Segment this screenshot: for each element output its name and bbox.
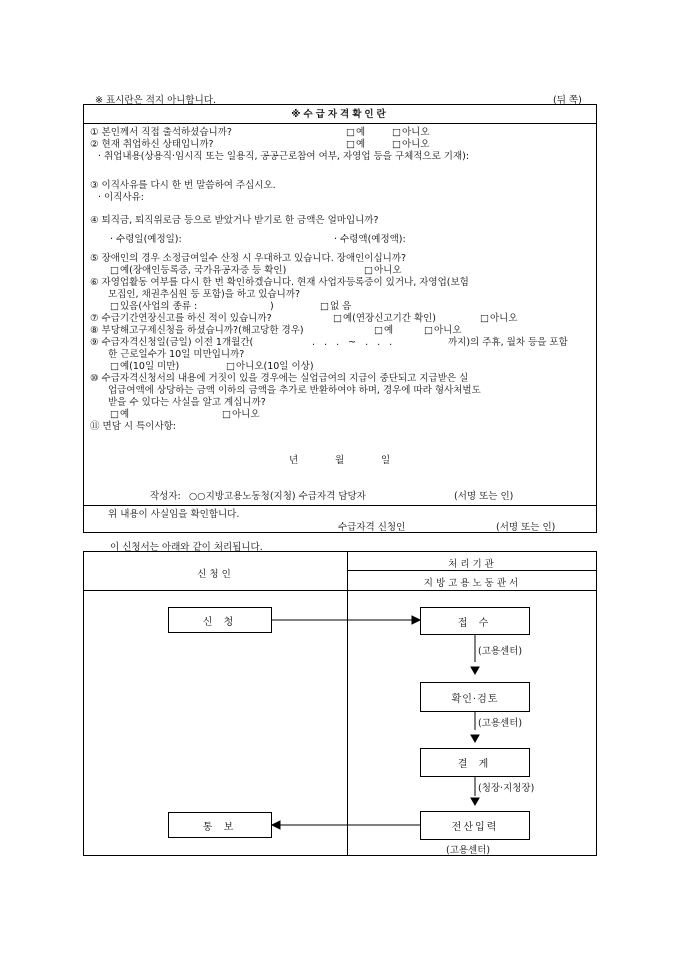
q6-yes[interactable]: □ 있음(사업의 종류 : [110, 301, 197, 312]
q4-date-label: · 수령일(예정일): [110, 234, 182, 245]
q9-no[interactable]: □ 아니오(10일 이상) [226, 361, 314, 372]
q7-yes[interactable]: □ 예(연장신고기간 확인) [333, 313, 436, 324]
notify-box: 통 보 [168, 812, 272, 838]
writer-label: 작성자: [150, 491, 181, 502]
q10-no[interactable]: □ 아니오 [222, 409, 260, 420]
q10-line1: ⑩ 수급자격신청서의 내용에 거짓이 있을 경우에는 실업급여의 지급이 중단되고 지급받은 실 [90, 373, 469, 384]
q4-text: ④ 퇴직금, 퇴직위로금 등으로 받았거나 받기로 한 금액은 얼마입니까? [90, 215, 379, 226]
input-box: 전산입력 [420, 811, 530, 840]
q8-yes[interactable]: □ 예 [374, 325, 393, 336]
writer-sign: (서명 또는 인) [454, 491, 514, 502]
q2-sub: · 취업내용(상용직·임시직 또는 일용직, 공공근로참여 여부, 자영업 등을 구체적으로 기재): [98, 151, 470, 162]
q7-text: ⑦ 수급기간연장신고를 하신 적이 있습니까? [90, 313, 272, 324]
q6-no[interactable]: □ 없 음 [320, 301, 351, 312]
q1-no[interactable]: □ 아니오 [392, 127, 430, 138]
col-processor: 처리기관 [448, 559, 497, 570]
date-year: 년 [289, 455, 299, 466]
q6-yes-close: ) [270, 301, 274, 312]
q4-amount-label: · 수령액(예정액): [334, 234, 406, 245]
q3-text: ③ 이직사유를 다시 한 번 말씀하여 주십시오. [90, 180, 276, 191]
q10-line3: 받을 수 있다는 사실을 알고 계십니까? [108, 397, 266, 408]
q10-line2: 업급여액에 상당하는 금액 이하의 금액을 추가로 반환하여야 하며, 경우에 따라 형사처벌도 [108, 385, 481, 396]
q9-line2: 한 근로일수가 10일 미만입니까? [108, 349, 245, 360]
q1-yes[interactable]: □ 예 [346, 127, 365, 138]
q1-text: ① 본인께서 직접 출석하셨습니까? [90, 127, 232, 138]
q10-yes[interactable]: □ 예 [110, 409, 129, 420]
q2-no[interactable]: □ 아니오 [392, 139, 430, 150]
col-office: 지방고용노동관서 [423, 578, 522, 589]
process-flow [83, 551, 597, 856]
q9-line1: ⑨ 수급자격신청일(금일) 이전 1개월간( [90, 337, 254, 348]
q2-text: ② 현재 취업하신 상태입니까? [90, 139, 214, 150]
confirm-sign: (서명 또는 인) [496, 522, 556, 533]
q2-yes[interactable]: □ 예 [346, 139, 365, 150]
confirm-text: 위 내용이 사실임을 확인합니다. [108, 509, 240, 520]
q6-line1: ⑥ 자영업활동 여부를 다시 한 번 확인하겠습니다. 현재 사업자등록증이 있거나, 자영업(보험 [90, 277, 469, 288]
q5-no[interactable]: □ 아니오 [364, 265, 402, 276]
decide-box: 결 게 [420, 748, 530, 777]
date-month: 월 [335, 455, 345, 466]
flow-intro: 이 신청서는 아래와 같이 처리됩니다. [110, 542, 263, 553]
page-side-label: (뒤 쪽) [553, 95, 582, 106]
apply-box: 신 청 [168, 607, 272, 633]
q6-line2: 모집인, 채권추심원 등 포함)을 하고 있습니까? [108, 289, 301, 300]
check-box: 확인·검토 [420, 682, 530, 712]
confirm-applicant: 수급자격 신청인 [338, 522, 406, 533]
writer-name: ○○지방고용노동청(지청) 수급자격 담당자 [189, 491, 366, 502]
flow-arrows [84, 552, 598, 857]
q5-text: ⑤ 장애인의 경우 소정급여일수 산정 시 우대하고 있습니다. 장애인이십니까? [90, 253, 407, 264]
center-label-2: (고용센터) [478, 718, 523, 729]
q5-yes[interactable]: □ 예(장애인등록증, 국가유공자증 등 확인) [110, 265, 286, 276]
q8-no[interactable]: □ 아니오 [424, 325, 462, 336]
q9-yes[interactable]: □ 예(10일 미만) [110, 361, 179, 372]
qualification-check-box [83, 104, 597, 533]
top-note: ※ 표시란은 적지 아니합니다. [95, 95, 216, 106]
date-day: 일 [381, 455, 391, 466]
chief-label: (청장·지청장) [478, 783, 535, 794]
q3-sub: · 이직사유: [98, 192, 144, 203]
center-label-3: (고용센터) [446, 845, 491, 856]
center-label-1: (고용센터) [478, 646, 523, 657]
col-applicant: 신청인 [197, 569, 234, 580]
q11-text: ⑪ 면담 시 특이사항: [90, 421, 176, 432]
q8-text: ⑧ 부당해고구제신청을 하셨습니까?(해고당한 경우) [90, 325, 304, 336]
q9-line1b: 까지)의 주휴, 월차 등을 포함 [448, 337, 568, 348]
q9-dates: . . . ~ . . . [312, 337, 396, 348]
section-title: ※수급자격확인란 [291, 109, 389, 120]
q7-no[interactable]: □ 아니오 [480, 313, 518, 324]
receive-box: 접 수 [420, 607, 530, 635]
